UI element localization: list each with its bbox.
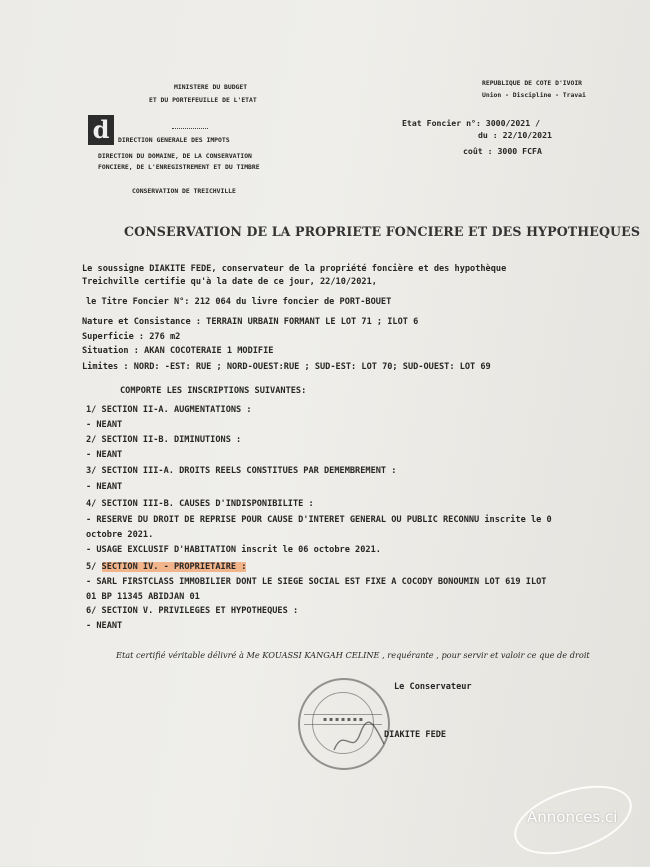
section-4-value-line2: octobre 2021. [86, 530, 154, 540]
section-5-value-line2: 01 BP 11345 ABIDJAN 01 [86, 592, 200, 602]
section-4-value-line1: - RESERVE DU DROIT DE REPRISE POUR CAUSE D'INTERET GENERAL OU PUBLIC RECONNU inscrite le 0 [86, 515, 552, 525]
conservation-office: CONSERVATION DE TREICHVILLE [132, 187, 236, 195]
section-3-value: - NEANT [86, 482, 123, 492]
section-1-title: 1/ SECTION II-A. AUGMENTATIONS : [86, 405, 252, 415]
direction-generale: DIRECTION GENERALE DES IMPOTS [118, 136, 230, 144]
intro-line1: Le soussigne DIAKITE FEDE, conservateur de la propriété foncière et des hypothèque [82, 264, 507, 274]
page-title: CONSERVATION DE LA PROPRIETE FONCIERE ET DES HYPOTHEQUES [124, 224, 641, 239]
section-5-value-line1: - SARL FIRSTCLASS IMMOBILIER DONT LE SIEGE SOCIAL EST FIXE A COCODY BONOUMIN LOT 619 ILOT [86, 577, 547, 587]
section-5-title-highlighted: SECTION IV. - PROPRIETAIRE : [101, 562, 247, 572]
dgi-logo: d [88, 115, 114, 145]
domain-line1: DIRECTION DU DOMAINE, DE LA CONSERVATION [98, 152, 252, 160]
section-3-title: 3/ SECTION III-A. DROITS REELS CONSTITUES PAR DEMEMBREMENT : [86, 466, 397, 476]
ministry-line1: MINISTERE DU BUDGET [174, 83, 248, 91]
section-5-title-row [86, 562, 246, 573]
titre-foncier: le Titre Foncier N°: 212 064 du livre foncier de PORT-BOUET [86, 297, 392, 307]
section-6-title: 6/ SECTION V. PRIVILEGES ET HYPOTHEQUES : [86, 606, 299, 616]
situation: Situation : AKAN COCOTERAIE 1 MODIFIE [82, 346, 274, 356]
ministry-line2: ET DU PORTEFEUILLE DE L'ETAT [149, 96, 257, 104]
section-6-value: - NEANT [86, 621, 123, 631]
section-4-title: 4/ SECTION III-B. CAUSES D'INDISPONIBILITE : [86, 499, 314, 509]
nature-consistance: Nature et Consistance : TERRAIN URBAIN FORMANT LE LOT 71 ; ILOT 6 [82, 317, 419, 327]
handwritten-signature [330, 720, 390, 760]
seal-band: ▪ ▪ ▪ ▪ ▪ ▪ ▪ [304, 714, 382, 725]
etat-foncier-date: du : 22/10/2021 [478, 130, 552, 140]
republic-motto: Union - Discipline - Travai [482, 91, 586, 99]
intro-line2: Treichville certifie qu'à la date de ce jour, 22/10/2021, [82, 277, 377, 287]
comporte-inscriptions: COMPORTE LES INSCRIPTIONS SUIVANTES: [120, 386, 307, 396]
section-5-number: 5/ [86, 562, 102, 572]
superficie: Superficie : 276 m2 [82, 332, 181, 342]
republic-name: REPUBLIQUE DE COTE D'IVOIR [482, 79, 583, 87]
divider [172, 128, 208, 129]
section-1-value: - NEANT [86, 420, 123, 430]
etat-foncier-cost: coût : 3000 FCFA [463, 146, 542, 156]
section-4-value-line3: - USAGE EXCLUSIF D'HABITATION inscrit le 06 octobre 2021. [86, 545, 381, 555]
section-2-value: - NEANT [86, 450, 123, 460]
watermark-text: Annonces.ci [527, 808, 618, 826]
le-conservateur: Le Conservateur [394, 682, 472, 692]
limites: Limites : NORD: -EST: RUE ; NORD-OUEST:RUE ; SUD-EST: LOT 70; SUD-OUEST: LOT 69 [82, 362, 491, 372]
signatory-name: DIAKITE FEDE [384, 730, 447, 740]
section-2-title: 2/ SECTION II-B. DIMINUTIONS : [86, 435, 242, 445]
certification-statement: Etat certifié véritable délivré à Me KOUASSI KANGAH CELINE , requérante , pour servir et valoir ce que de droit [116, 650, 590, 660]
etat-foncier-number: Etat Foncier n°: 3000/2021 / [402, 118, 541, 128]
domain-line2: FONCIERE, DE L'ENREGISTREMENT ET DU TIMBRE [98, 163, 260, 171]
